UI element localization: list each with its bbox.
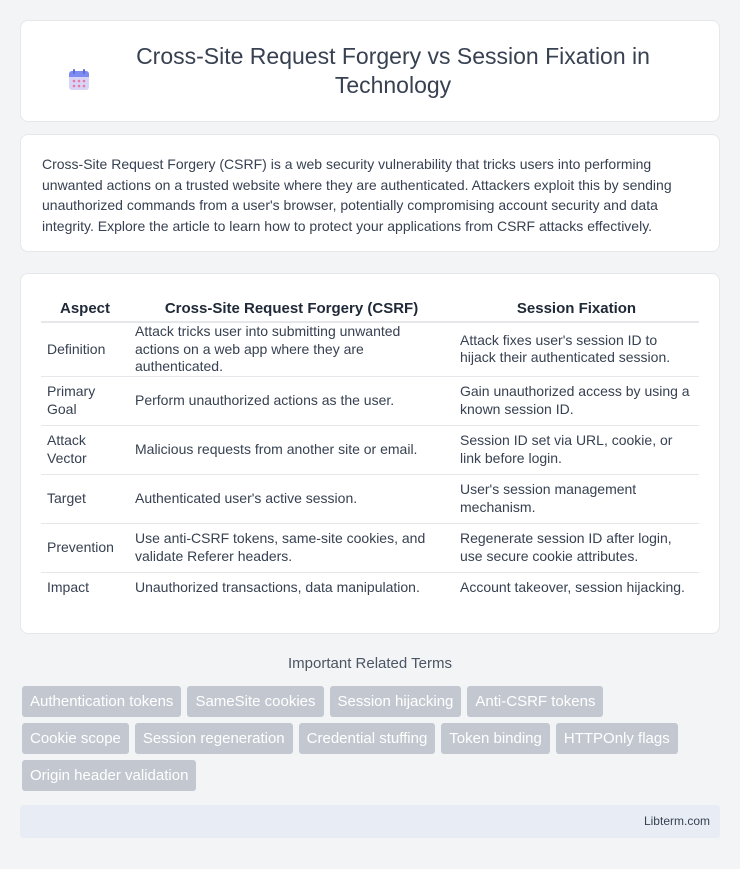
header-csrf: Cross-Site Request Forgery (CSRF) bbox=[129, 290, 454, 323]
row-aspect: Attack Vector bbox=[41, 426, 129, 475]
table-row bbox=[41, 426, 699, 475]
term-tag[interactable]: Authentication tokens bbox=[22, 686, 181, 717]
term-tag[interactable]: Token binding bbox=[441, 723, 550, 754]
row-session-fixation: Regenerate session ID after login, use secure cookie attributes. bbox=[454, 524, 699, 573]
table-row bbox=[41, 323, 699, 377]
footer-site-link[interactable]: Libterm.com bbox=[643, 814, 710, 828]
calendar-icon bbox=[67, 68, 91, 92]
table-row bbox=[41, 377, 699, 426]
term-tag[interactable]: Session regeneration bbox=[135, 723, 293, 754]
term-tag[interactable]: Session hijacking bbox=[330, 686, 462, 717]
term-tag[interactable]: SameSite cookies bbox=[187, 686, 323, 717]
row-csrf: Authenticated user's active session. bbox=[129, 475, 454, 524]
table-row bbox=[41, 573, 699, 603]
term-tag[interactable]: Cookie scope bbox=[22, 723, 129, 754]
row-csrf: Attack tricks user into submitting unwanted actions on a web app where they are authenticated. bbox=[129, 323, 454, 377]
footer bbox=[20, 805, 720, 838]
row-aspect: Definition bbox=[41, 323, 129, 377]
row-session-fixation: Attack fixes user's session ID to hijack their authenticated session. bbox=[454, 323, 699, 377]
comparison-table-card bbox=[20, 273, 720, 634]
row-csrf: Perform unauthorized actions as the user. bbox=[129, 377, 454, 426]
row-csrf: Unauthorized transactions, data manipulation. bbox=[135, 578, 420, 595]
term-tag[interactable]: HTTPOnly flags bbox=[556, 723, 678, 754]
comparison-table bbox=[41, 290, 699, 603]
term-tag[interactable]: Credential stuffing bbox=[299, 723, 436, 754]
row-session-fixation: Account takeover, session hijacking. bbox=[460, 578, 685, 595]
row-csrf: Malicious requests from another site or email. bbox=[129, 426, 454, 475]
term-tag[interactable]: Origin header validation bbox=[22, 760, 196, 791]
header-aspect: Aspect bbox=[41, 290, 129, 323]
header-session-fixation: Session Fixation bbox=[454, 290, 699, 323]
row-csrf: Use anti-CSRF tokens, same-site cookies, and validate Referer headers. bbox=[129, 524, 454, 573]
intro-paragraph: Cross-Site Request Forgery (CSRF) is a web security vulnerability that tricks users into performing unwanted actions on a trusted website where they are authenticated. Attackers exploit this by sending unauthorized commands from a user's browser, potentially compromising account security and data integrity. Explore the article to learn how to protect your applications from CSRF attacks effectively. bbox=[42, 156, 672, 234]
row-session-fixation: Session ID set via URL, cookie, or link before login. bbox=[454, 426, 699, 475]
row-session-fixation: Gain unauthorized access by using a known session ID. bbox=[454, 377, 699, 426]
title-card bbox=[20, 20, 720, 122]
table-row bbox=[41, 475, 699, 524]
row-session-fixation: User's session management mechanism. bbox=[454, 475, 699, 524]
page-title: Cross-Site Request Forgery vs Session Fixation in Technology bbox=[136, 43, 650, 98]
row-aspect: Prevention bbox=[41, 524, 129, 573]
table-row bbox=[41, 524, 699, 573]
term-tag[interactable]: Anti-CSRF tokens bbox=[467, 686, 603, 717]
related-terms-list bbox=[22, 686, 722, 797]
related-terms-heading: Important Related Terms bbox=[288, 655, 452, 672]
intro-card bbox=[20, 134, 720, 252]
row-aspect: Primary Goal bbox=[41, 377, 129, 426]
title-wrap bbox=[67, 42, 673, 100]
row-aspect: Impact bbox=[47, 578, 90, 595]
row-aspect: Target bbox=[41, 475, 129, 524]
table-header-row bbox=[41, 290, 699, 323]
